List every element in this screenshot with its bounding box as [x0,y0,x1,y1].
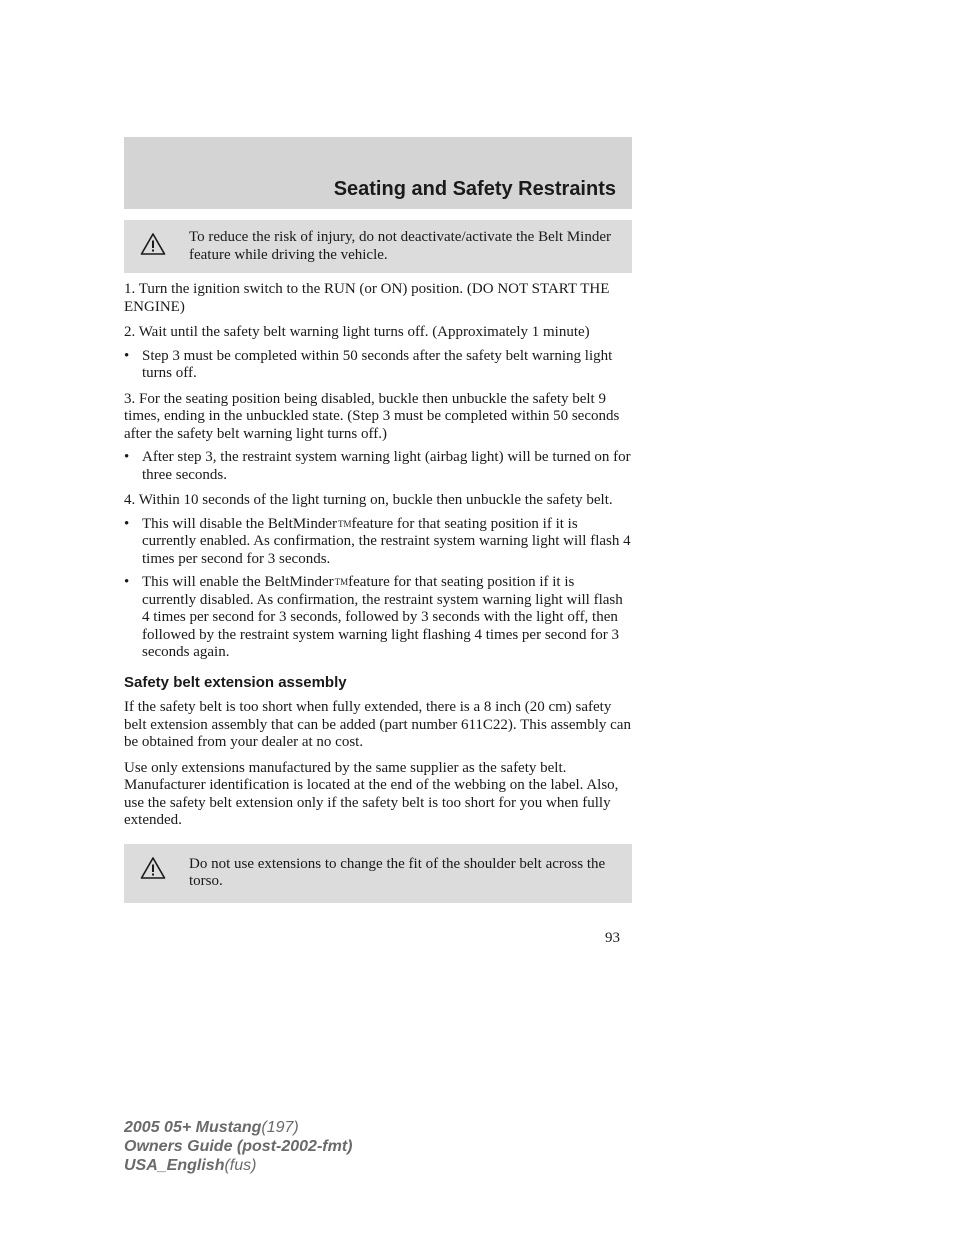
bullet-text-post: feature for that seating position if it is currently enabled. As confirmation, the restraint system warning light will flash 4 times per second for 3 seconds. [142,515,631,567]
step-3: 3. For the seating position being disabled, buckle then unbuckle the safety belt 9 times, ending in the unbuckled state. (Step 3 must be completed within 50 seconds after the safety belt warning light turns off.) [124,390,620,442]
extension-heading: Safety belt extension assembly [124,673,347,691]
step-2: 2. Wait until the safety belt warning light turns off. (Approximately 1 minute) [124,324,590,340]
page-content [124,220,632,903]
footer-guide: Owners Guide (post-2002-fmt) [124,1138,353,1155]
bullet-text: Step 3 must be completed within 50 seconds after the safety belt warning light turns off. [142,347,613,381]
section-title: Seating and Safety Restraints [333,178,616,200]
footer-model: 2005 05+ Mustang [124,1119,262,1136]
section-header-band [124,137,632,209]
footer-language: USA_English [124,1157,225,1174]
bullet-disable-beltminder [124,516,632,569]
bullet-text-pre: This will enable the BeltMinder [142,574,334,590]
bullet-icon: • [124,449,130,465]
footer-line-language [124,1156,352,1175]
bullet-text: After step 3, the restraint system warning light (airbag light) will be turned on for three seconds. [142,449,631,483]
step-4: 4. Within 10 seconds of the light turning on, buckle then unbuckle the safety belt. [124,492,613,508]
footer-line-guide [124,1137,352,1156]
warning-box-belt-minder [124,220,632,273]
footer-line-model [124,1118,352,1137]
extension-paragraph-2: Use only extensions manufactured by the same supplier as the safety belt. Manufacturer identification is located at the end of the webbing on the label. Also, use the safety belt extension only if the safety belt is too short for you when fully extended. [124,759,619,828]
bullet-icon: • [124,574,130,590]
bullet-icon: • [124,515,130,532]
footer-model-code: (197) [261,1119,299,1136]
document-footer [124,1118,352,1175]
extension-paragraph-1: If the safety belt is too short when fully extended, there is a 8 inch (20 cm) safety belt extension assembly that can be added (part number 611C22). This assembly can be obtained from your dealer at no cost. [124,699,631,750]
trademark-mark: TM [334,577,349,587]
warning-box-extensions [124,844,632,903]
warning-triangle-icon [140,856,166,880]
warning-text: To reduce the risk of injury, do not deactivate/activate the Belt Minder feature while driving the vehicle. [189,229,611,263]
bullet-airbag-light [124,449,632,484]
bullet-text-post: feature for that seating position if it is currently disabled. As confirmation, the restraint system warning light will flash 4 times per second for 3 seconds, followed by 3 seconds with the light off, then followed by the restraint system warning light flashing 4 times per second for 3 seconds again. [142,574,623,660]
trademark-mark: TM [337,518,352,529]
step-1: 1. Turn the ignition switch to the RUN (or ON) position. (DO NOT START THE ENGINE) [124,281,610,315]
bullet-text-pre: This will disable the BeltMinder [142,515,337,532]
page-number: 93 [605,930,620,946]
bullet-step3-timing [124,348,632,383]
warning-text: Do not use extensions to change the fit of the shoulder belt across the torso. [189,855,606,889]
footer-language-code: (fus) [224,1157,257,1174]
bullet-icon: • [124,347,130,364]
bullet-enable-beltminder [124,574,632,662]
warning-triangle-icon [140,232,166,256]
